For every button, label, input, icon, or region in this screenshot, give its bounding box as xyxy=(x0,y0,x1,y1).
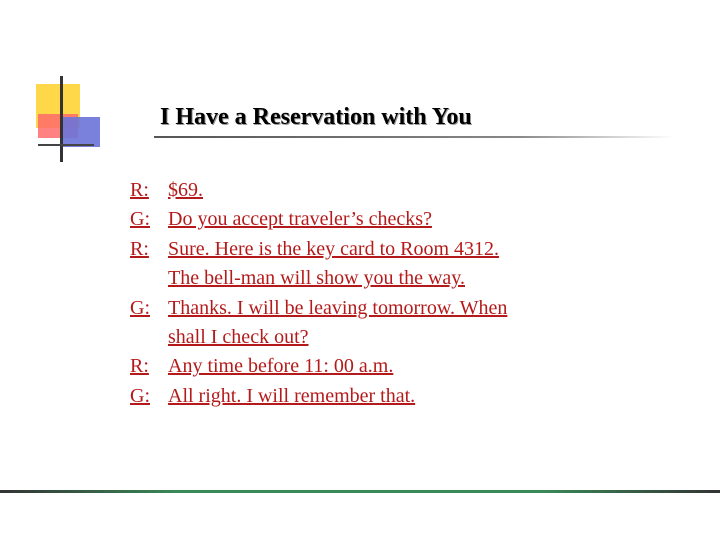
decor-vertical-line xyxy=(60,76,63,162)
dialog-text: $69. xyxy=(168,179,203,201)
footer-rule xyxy=(0,490,720,493)
speaker-label: G: xyxy=(130,296,150,319)
speaker-label xyxy=(130,323,168,352)
dialog-line xyxy=(130,294,507,323)
decor-horizontal-line xyxy=(38,144,94,146)
dialog-text: Any time before 11: 00 a.m. xyxy=(168,355,394,378)
decor-blue-square xyxy=(62,117,100,147)
speaker-label: R: xyxy=(130,179,149,201)
speaker-label: G: xyxy=(130,208,150,231)
dialog-block xyxy=(130,176,507,411)
speaker-label: R: xyxy=(130,237,149,260)
title-underline-rule xyxy=(154,136,674,138)
dialog-line xyxy=(130,382,507,411)
dialog-line xyxy=(130,352,507,381)
slide-title: I Have a Reservation with You xyxy=(160,104,472,130)
dialog-line xyxy=(130,235,507,264)
dialog-line xyxy=(130,323,507,352)
dialog-text: Thanks. I will be leaving tomorrow. When xyxy=(168,296,508,319)
speaker-label: R: xyxy=(130,355,149,378)
dialog-text: The bell-man will show you the way. xyxy=(168,267,465,290)
dialog-text: shall I check out? xyxy=(168,326,309,349)
dialog-text: Sure. Here is the key card to Room 4312. xyxy=(168,237,500,260)
dialog-text: All right. I will remember that. xyxy=(168,384,416,407)
speaker-label: G: xyxy=(130,384,150,407)
dialog-line xyxy=(130,264,507,293)
dialog-text: Do you accept traveler’s checks? xyxy=(168,208,432,231)
speaker-label xyxy=(130,264,168,293)
dialog-line xyxy=(130,205,507,234)
dialog-line xyxy=(130,176,507,205)
